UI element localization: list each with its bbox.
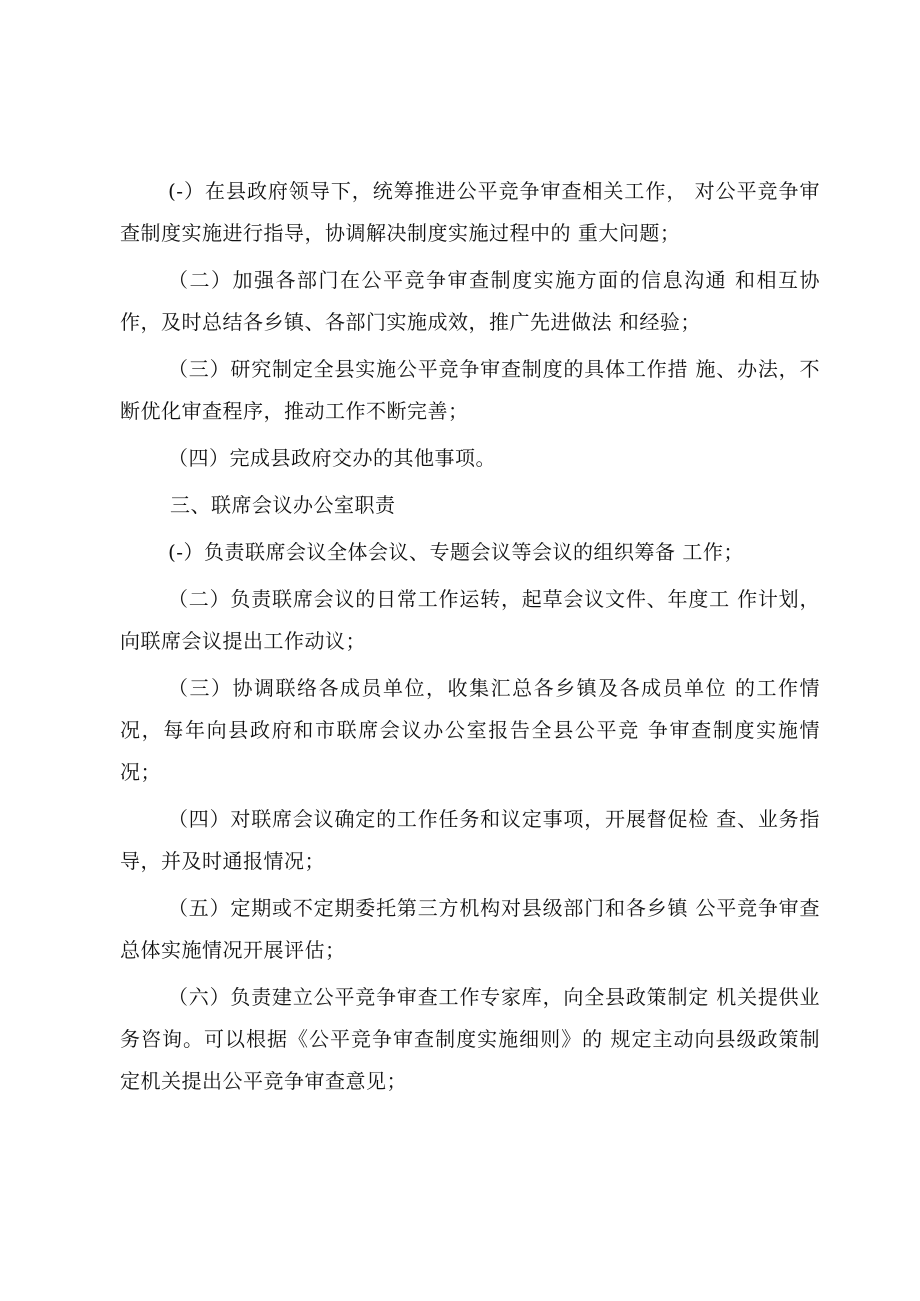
paragraph-3-2: （二）负责联席会议的日常工作运转，起草会议文件、年度工 作计划，向联席会议提出工作动议； [120, 587, 820, 653]
paragraph-2-4: （四）完成县政府交办的其他事项。 [168, 446, 496, 470]
paragraph-3-1: (-）负责联席会议全体会议、专题会议等会议的组织筹备 工作； [168, 540, 744, 564]
section-3-heading: 三、联席会议办公室职责 [170, 493, 396, 517]
paragraph-2-1: (-）在县政府领导下，统筹推进公平竞争审查相关工作， 对公平竞争审查制度实施进行指导，协调解决制度实施过程中的 重大问题； [120, 179, 820, 245]
paragraph-3-3: （三）协调联络各成员单位，收集汇总各乡镇及各成员单位 的工作情况，每年向县政府和市联席会议办公室报告全县公平竞 争审查制度实施情况； [120, 676, 820, 784]
paragraph-3-5: （五）定期或不定期委托第三方机构对县级部门和各乡镇 公平竞争审查总体实施情况开展评估； [120, 896, 820, 962]
paragraph-2-2: （二）加强各部门在公平竞争审查制度实施方面的信息沟通 和相互协作，及时总结各乡镇、各部门实施成效，推广先进做法 和经验； [120, 268, 820, 334]
paragraph-3-4: （四）对联席会议确定的工作任务和议定事项，开展督促检 查、业务指导，并及时通报情况； [120, 807, 820, 873]
paragraph-3-6: （六）负责建立公平竞争审查工作专家库，向全县政策制定 机关提供业务咨询。可以根据《公平竞争审查制度实施细则》的 规定主动向县级政策制定机关提出公平竞争审查意见； [120, 985, 820, 1093]
document-body [120, 170, 820, 1107]
paragraph-2-3: （三）研究制定全县实施公平竞争审查制度的具体工作措 施、办法，不断优化审查程序，推动工作不断完善； [120, 357, 820, 423]
